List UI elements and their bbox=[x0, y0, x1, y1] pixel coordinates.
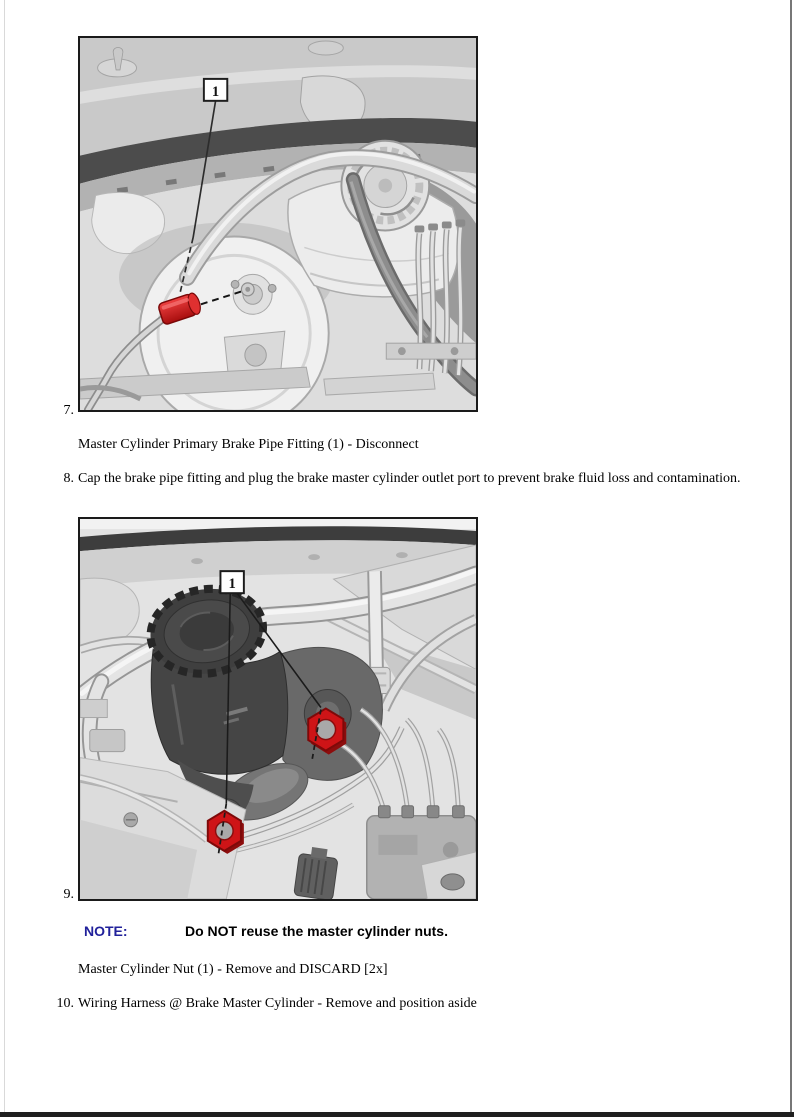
step-7-number: 7. bbox=[63, 403, 74, 418]
page-bottom-edge bbox=[0, 1112, 794, 1117]
engine-bay-illustration-2 bbox=[80, 519, 476, 899]
callout-1-label: 1 bbox=[211, 83, 220, 100]
note-text: Do NOT reuse the master cylinder nuts. bbox=[185, 923, 448, 939]
callout-1-box-figure-2 bbox=[220, 571, 243, 593]
page-right-border bbox=[790, 0, 792, 1112]
callout-1-label-figure-2: 1 bbox=[228, 576, 236, 593]
step-10-number: 10. bbox=[56, 996, 74, 1011]
step-10-text: Wiring Harness @ Brake Master Cylinder - Remove and position aside bbox=[78, 996, 477, 1011]
step-8-number: 8. bbox=[63, 471, 74, 486]
step-9-number: 9. bbox=[63, 887, 74, 902]
figure-2-caption: Master Cylinder Nut (1) - Remove and DISCARD [2x] bbox=[78, 962, 388, 977]
callout-1-box bbox=[204, 79, 227, 101]
page-left-border bbox=[4, 0, 5, 1112]
engine-bay-illustration-1 bbox=[80, 38, 476, 410]
step-8-text: Cap the brake pipe fitting and plug the brake master cylinder outlet port to prevent brake fluid loss and contamination. bbox=[78, 471, 741, 486]
figure-1-caption: Master Cylinder Primary Brake Pipe Fitting (1) - Disconnect bbox=[78, 437, 419, 452]
figure-master-cylinder-nuts bbox=[78, 517, 478, 901]
note-label: NOTE: bbox=[84, 923, 128, 939]
figure-brake-pipe-fitting bbox=[78, 36, 478, 412]
